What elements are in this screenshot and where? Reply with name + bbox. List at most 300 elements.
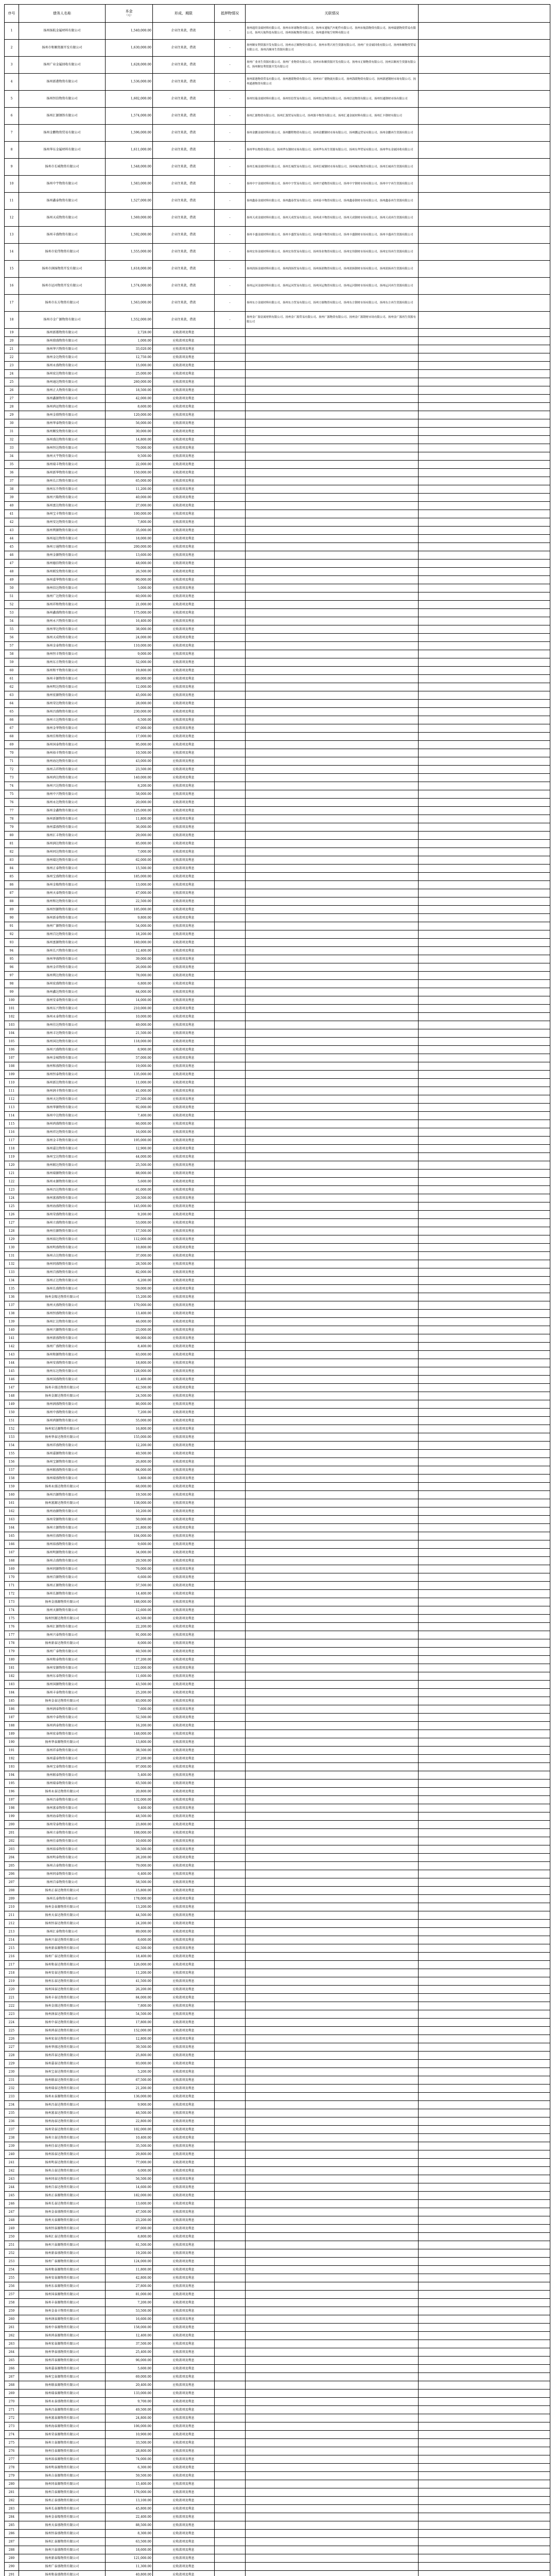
formation: 应收款项及利息 [153, 1178, 215, 1186]
formation: 应收款项及利息 [153, 634, 215, 642]
related-parties [246, 1623, 419, 1631]
row-no: 289 [5, 2554, 19, 2563]
principal-amount: 98,000.00 [106, 1334, 153, 1343]
blank-cell [419, 650, 550, 658]
principal-amount: 1,000.00 [106, 337, 153, 345]
blank-cell [419, 1524, 550, 1532]
blank-cell [419, 1293, 550, 1301]
principal-amount: 10,000.00 [106, 1013, 153, 1021]
collateral [215, 2200, 246, 2208]
blank-cell [419, 535, 550, 543]
debtor-name: 扬州祥泰物资有限公司 [19, 1747, 106, 1755]
debtor-name: 扬州祥达物资有限公司 [19, 1128, 106, 1137]
collateral [215, 2513, 246, 2521]
collateral [215, 2249, 246, 2258]
principal-amount: 38,500.00 [106, 1747, 153, 1755]
related-parties [246, 2307, 419, 2315]
collateral [215, 1384, 246, 1392]
blank-cell [419, 210, 550, 227]
principal-amount: 118,000.00 [106, 1038, 153, 1046]
debtor-name: 扬州恒泰物资有限公司 [19, 1071, 106, 1079]
blank-cell [419, 2530, 550, 2538]
formation: 应收款项及利息 [153, 485, 215, 494]
row-no: 119 [5, 1153, 19, 1161]
row-no: 126 [5, 1211, 19, 1219]
collateral [215, 2183, 246, 2192]
principal-amount: 59,500.00 [106, 2472, 153, 2480]
table-row [5, 1087, 550, 1095]
blank-cell [419, 1013, 550, 1021]
table-row [5, 1194, 550, 1202]
formation: 应收款项及利息 [153, 1829, 215, 1837]
table-row [5, 1870, 550, 1878]
table-row [5, 2225, 550, 2233]
formation: 应收款项及利息 [153, 518, 215, 527]
blank-cell [419, 873, 550, 881]
blank-cell [419, 1128, 550, 1137]
collateral [215, 708, 246, 716]
blank-cell [419, 1606, 550, 1615]
debtor-name: 扬州明泰物资有限公司 [19, 1854, 106, 1862]
blank-cell [419, 428, 550, 436]
formation: 应收款项及利息 [153, 2117, 215, 2126]
table-row [5, 1475, 550, 1483]
collateral [215, 403, 246, 411]
collateral [215, 2324, 246, 2332]
collateral [215, 1639, 246, 1648]
row-no: 259 [5, 2307, 19, 2315]
table-row [5, 2538, 550, 2546]
principal-amount: 10,500.00 [106, 749, 153, 757]
table-row [5, 312, 550, 329]
formation: 应收款项及利息 [153, 1936, 215, 1944]
principal-amount: 78,000.00 [106, 972, 153, 980]
blank-cell [419, 527, 550, 535]
debtor-name: 扬州长泰源物资有限公司 [19, 2505, 106, 2513]
related-parties [246, 856, 419, 865]
related-parties [246, 1112, 419, 1120]
related-parties [246, 1516, 419, 1524]
row-no: 251 [5, 2241, 19, 2249]
collateral [215, 1714, 246, 1722]
table-row [5, 23, 550, 40]
debtor-name: 扬州东升物资有限公司 [19, 485, 106, 494]
debtor-name: 扬州广泰盛物资有限公司 [19, 2563, 106, 2571]
blank-cell [419, 1343, 550, 1351]
formation: 应收款项及利息 [153, 329, 215, 337]
principal-amount: 92,000.00 [106, 1104, 153, 1112]
debtor-name: 扬州金华物资有限公司 [19, 724, 106, 733]
debtor-name: 扬州昌泰源物资有限公司 [19, 2406, 106, 2414]
collateral [215, 1087, 246, 1095]
blank-cell [419, 1359, 550, 1367]
blank-cell [419, 2282, 550, 2291]
collateral [215, 2497, 246, 2505]
row-no: 219 [5, 1977, 19, 1986]
collateral [215, 1433, 246, 1442]
collateral [215, 1046, 246, 1054]
table-row [5, 261, 550, 278]
collateral [215, 428, 246, 436]
principal-amount: 24,200.00 [106, 1920, 153, 1928]
collateral [215, 873, 246, 881]
principal-amount: 19,800.00 [106, 667, 153, 675]
related-parties [246, 1936, 419, 1944]
blank-cell [419, 1310, 550, 1318]
formation: 应收款项及利息 [153, 411, 215, 419]
debtor-name: 扬州永泰源物资有限公司 [19, 2093, 106, 2101]
principal-amount: 44,000.00 [106, 1153, 153, 1161]
related-parties [246, 576, 419, 584]
blank-cell [419, 1161, 550, 1170]
collateral [215, 1029, 246, 1038]
debtor-name: 扬州新都物资有限公司 [19, 329, 106, 337]
debtor-name: 扬州金泰盛物资有限公司 [19, 2208, 106, 2216]
collateral [215, 1268, 246, 1277]
collateral [215, 2117, 246, 2126]
collateral [215, 634, 246, 642]
related-parties [246, 865, 419, 873]
table-row [5, 1961, 550, 1969]
collateral [215, 865, 246, 873]
related-parties [246, 2027, 419, 2035]
formation: 应收款项及利息 [153, 897, 215, 906]
blank-cell [419, 1944, 550, 1953]
collateral [215, 1293, 246, 1301]
formation: 应收款项及利息 [153, 2060, 215, 2068]
table-row [5, 551, 550, 560]
related-parties [246, 1260, 419, 1268]
collateral [215, 2472, 246, 2480]
related-parties [246, 428, 419, 436]
formation: 应收款项及利息 [153, 1499, 215, 1507]
collateral [215, 1013, 246, 1021]
row-no: 155 [5, 1450, 19, 1458]
principal-amount: 38,000.00 [106, 625, 153, 634]
related-parties [246, 1013, 419, 1021]
blank-cell [419, 227, 550, 244]
table-row [5, 1812, 550, 1821]
table-row [5, 897, 550, 906]
table-row [5, 159, 550, 176]
debtor-name: 扬州和泰达物资有限公司 [19, 1961, 106, 1969]
debtor-name: 扬州新达物资有限公司 [19, 1079, 106, 1087]
debtor-name: 扬州嘉盛物资有限公司 [19, 823, 106, 832]
debtor-name: 扬州瑞达物资有限公司 [19, 856, 106, 865]
blank-cell [419, 1219, 550, 1227]
formation: 应收款项及利息 [153, 2472, 215, 2480]
formation: 应收款项及利息 [153, 2249, 215, 2258]
collateral [215, 1054, 246, 1062]
related-parties [246, 2225, 419, 2233]
row-no: 180 [5, 1656, 19, 1664]
related-parties [246, 461, 419, 469]
blank-cell [419, 856, 550, 865]
collateral [215, 1994, 246, 2002]
debtor-name: 扬州华达物资有限公司 [19, 625, 106, 634]
row-no: 283 [5, 2505, 19, 2513]
formation: 应收款项及利息 [153, 766, 215, 774]
principal-amount: 6,300.00 [106, 2464, 153, 2472]
formation: 应收款项及利息 [153, 1466, 215, 1475]
row-no: 15 [5, 261, 19, 278]
collateral [215, 1186, 246, 1194]
collateral [215, 419, 246, 428]
formation: 应收款项及利息 [153, 865, 215, 873]
collateral [215, 650, 246, 658]
table-row [5, 1095, 550, 1104]
formation: 企业往来款，借款 [153, 278, 215, 295]
principal-amount: 1,555,000.00 [106, 244, 153, 261]
collateral [215, 2274, 246, 2282]
collateral [215, 1623, 246, 1631]
collateral [215, 2340, 246, 2348]
principal-amount: 29,000.00 [106, 832, 153, 840]
blank-cell [419, 1903, 550, 1911]
debtor-name: 扬州瑞丰物资有限公司 [19, 461, 106, 469]
blank-cell [419, 667, 550, 675]
table-row [5, 1631, 550, 1639]
formation: 应收款项及利息 [153, 650, 215, 658]
blank-cell [419, 378, 550, 386]
formation: 应收款项及利息 [153, 1153, 215, 1161]
table-row [5, 403, 550, 411]
table-row [5, 782, 550, 790]
related-parties [246, 1211, 419, 1219]
row-no: 222 [5, 2002, 19, 2010]
row-no: 32 [5, 436, 19, 444]
table-row [5, 543, 550, 551]
blank-cell [419, 1071, 550, 1079]
table-row [5, 1219, 550, 1227]
principal-amount: 40,800.00 [106, 2571, 153, 2576]
principal-amount: 1,527,000.00 [106, 193, 153, 210]
debtor-name: 扬州汇泰源物资有限公司 [19, 2538, 106, 2546]
blank-cell [419, 1384, 550, 1392]
debtor-name: 扬州广业金属回收有限公司 [19, 57, 106, 74]
formation: 应收款项及利息 [153, 1664, 215, 1672]
collateral [215, 1244, 246, 1252]
principal-amount: 10,400.00 [106, 2134, 153, 2142]
row-no: 43 [5, 527, 19, 535]
row-no: 254 [5, 2266, 19, 2274]
related-parties [246, 741, 419, 749]
debtor-name: 扬州长兴物资有限公司 [19, 947, 106, 955]
related-parties [246, 1343, 419, 1351]
collateral [215, 1796, 246, 1804]
table-row [5, 617, 550, 625]
formation: 应收款项及利息 [153, 1804, 215, 1812]
collateral [215, 2447, 246, 2455]
table-row [5, 2052, 550, 2060]
table-row [5, 601, 550, 609]
principal-amount: 37,500.00 [106, 2340, 153, 2348]
table-row [5, 1235, 550, 1244]
formation: 应收款项及利息 [153, 1285, 215, 1293]
table-row [5, 2126, 550, 2134]
collateral [215, 2348, 246, 2357]
formation: 应收款项及利息 [153, 1524, 215, 1532]
principal-amount: 97,000.00 [106, 1763, 153, 1771]
related-parties [246, 2216, 419, 2225]
table-row [5, 2464, 550, 2472]
table-row [5, 2332, 550, 2340]
related-parties: 扬州中宇金属材料有限公司、扬州中宇贸易有限公司、扬州宇通物资有限公司、扬州中宇钢材市场有限公司、扬州中宇再生资源有限公司 [246, 176, 419, 193]
table-row [5, 2150, 550, 2159]
formation: 企业往来款，借款 [153, 91, 215, 108]
principal-amount: 23,500.00 [106, 766, 153, 774]
row-no: 147 [5, 1384, 19, 1392]
debtor-name: 扬州金盛达物资有限公司 [19, 2002, 106, 2010]
table-row [5, 1763, 550, 1771]
row-no: 165 [5, 1532, 19, 1540]
principal-amount: 11,800.00 [106, 2266, 153, 2274]
table-row [5, 1639, 550, 1648]
collateral [215, 1705, 246, 1714]
debtor-name: 扬州百盛物资有限公司 [19, 1268, 106, 1277]
debtor-name: 扬州正泰盛物资有限公司 [19, 2497, 106, 2505]
collateral [215, 1161, 246, 1170]
debtor-name: 扬州新源物资有限公司 [19, 815, 106, 823]
principal-amount: 90,000.00 [106, 576, 153, 584]
related-parties [246, 419, 419, 428]
table-row [5, 2167, 550, 2175]
table-row [5, 1623, 550, 1631]
blank-cell [419, 741, 550, 749]
principal-amount: 12,750.00 [106, 353, 153, 362]
blank-cell [419, 74, 550, 91]
principal-amount: 15,200.00 [106, 1293, 153, 1301]
formation: 应收款项及利息 [153, 2019, 215, 2027]
blank-cell [419, 1994, 550, 2002]
related-parties [246, 1705, 419, 1714]
formation: 应收款项及利息 [153, 592, 215, 601]
debtor-name: 扬州金祥物资有限公司 [19, 963, 106, 972]
row-no: 114 [5, 1112, 19, 1120]
collateral [215, 774, 246, 782]
blank-cell [419, 708, 550, 716]
related-parties [246, 1565, 419, 1573]
debtor-name: 扬州海泰物资有限公司 [19, 1812, 106, 1821]
debtor-name: 扬州联泰达物资有限公司 [19, 2076, 106, 2084]
debtor-name: 扬州金泰物资有限公司 [19, 642, 106, 650]
principal-amount: 6,400.00 [106, 1870, 153, 1878]
row-no: 152 [5, 1425, 19, 1433]
debtor-name: 扬州天达物资有限公司 [19, 1095, 106, 1104]
principal-amount: 40,500.00 [106, 1450, 153, 1458]
collateral [215, 980, 246, 988]
table-row [5, 1664, 550, 1672]
blank-cell [419, 2200, 550, 2208]
debtor-name: 扬州祥盛物资有限公司 [19, 1442, 106, 1450]
blank-cell [419, 1598, 550, 1606]
related-parties [246, 2513, 419, 2521]
related-parties [246, 1953, 419, 1961]
blank-cell [419, 1186, 550, 1194]
table-row [5, 1046, 550, 1054]
debtor-name: 扬州华泰物资有限公司 [19, 419, 106, 428]
principal-amount: 1,574,000.00 [106, 278, 153, 295]
blank-cell [419, 353, 550, 362]
blank-cell [419, 807, 550, 815]
blank-cell [419, 2447, 550, 2455]
table-row [5, 955, 550, 963]
debtor-name: 扬州中泰达物资有限公司 [19, 2019, 106, 2027]
blank-cell [419, 592, 550, 601]
principal-amount: 25,000.00 [106, 370, 153, 378]
debtor-name: 扬州恒源物资有限公司 [19, 906, 106, 914]
collateral [215, 1854, 246, 1862]
debtor-name: 扬州天宇物资有限公司 [19, 452, 106, 461]
table-row [5, 444, 550, 452]
related-parties [246, 1862, 419, 1870]
header-relation: 关联情况 [246, 5, 419, 23]
formation: 应收款项及利息 [153, 353, 215, 362]
debtor-name: 扬州广泰达物资有限公司 [19, 1953, 106, 1961]
principal-amount: 49,500.00 [106, 2406, 153, 2414]
principal-amount: 18,000.00 [106, 535, 153, 543]
blank-cell [419, 980, 550, 988]
table-row [5, 724, 550, 733]
principal-amount: 28,200.00 [106, 1854, 153, 1862]
debtor-name: 扬州天泰盛物资有限公司 [19, 2521, 106, 2530]
collateral [215, 527, 246, 535]
collateral [215, 1112, 246, 1120]
table-row [5, 2447, 550, 2455]
blank-cell [419, 419, 550, 428]
row-no: 171 [5, 1582, 19, 1590]
collateral [215, 2159, 246, 2167]
blank-cell [419, 1400, 550, 1409]
blank-cell [419, 1301, 550, 1310]
principal-amount: 1,574,000.00 [106, 108, 153, 125]
principal-amount: 15,000.00 [106, 362, 153, 370]
row-no: 277 [5, 2455, 19, 2464]
related-parties [246, 2422, 419, 2431]
related-parties [246, 1244, 419, 1252]
table-row [5, 1079, 550, 1087]
table-row [5, 2019, 550, 2027]
collateral [215, 1689, 246, 1697]
collateral [215, 815, 246, 823]
principal-amount: 8,000.00 [106, 1639, 153, 1648]
blank-cell [419, 2381, 550, 2389]
principal-amount: 81,000.00 [106, 2291, 153, 2299]
blank-cell [419, 848, 550, 856]
related-parties [246, 1507, 419, 1516]
principal-amount: 20,800.00 [106, 1788, 153, 1796]
debtor-name: 扬州宏泰达物资有限公司 [19, 2035, 106, 2043]
principal-amount: 13,800.00 [106, 1738, 153, 1747]
debtor-name: 扬州金隆达物资有限公司 [19, 1293, 106, 1301]
table-row [5, 428, 550, 436]
related-parties [246, 947, 419, 955]
debtor-name: 扬州宏泰源物资有限公司 [19, 2340, 106, 2348]
collateral [215, 1755, 246, 1763]
principal-amount: 128,000.00 [106, 1367, 153, 1376]
related-parties: 扬州恒瑞金属材料有限公司、扬州恒信贸易有限公司、扬州恒远物资有限公司、扬州信达物资有限公司、扬州恒通钢材市场有限公司 [246, 91, 419, 108]
row-no: 260 [5, 2315, 19, 2324]
formation: 应收款项及利息 [153, 1977, 215, 1986]
principal-amount: 23,000.00 [106, 1326, 153, 1334]
principal-amount: 122,000.00 [106, 1664, 153, 1672]
row-no: 291 [5, 2571, 19, 2576]
blank-cell [419, 1252, 550, 1260]
table-row [5, 1920, 550, 1928]
formation: 应收款项及利息 [153, 782, 215, 790]
debtor-name: 扬州福达物资有限公司 [19, 535, 106, 543]
table-row [5, 1845, 550, 1854]
